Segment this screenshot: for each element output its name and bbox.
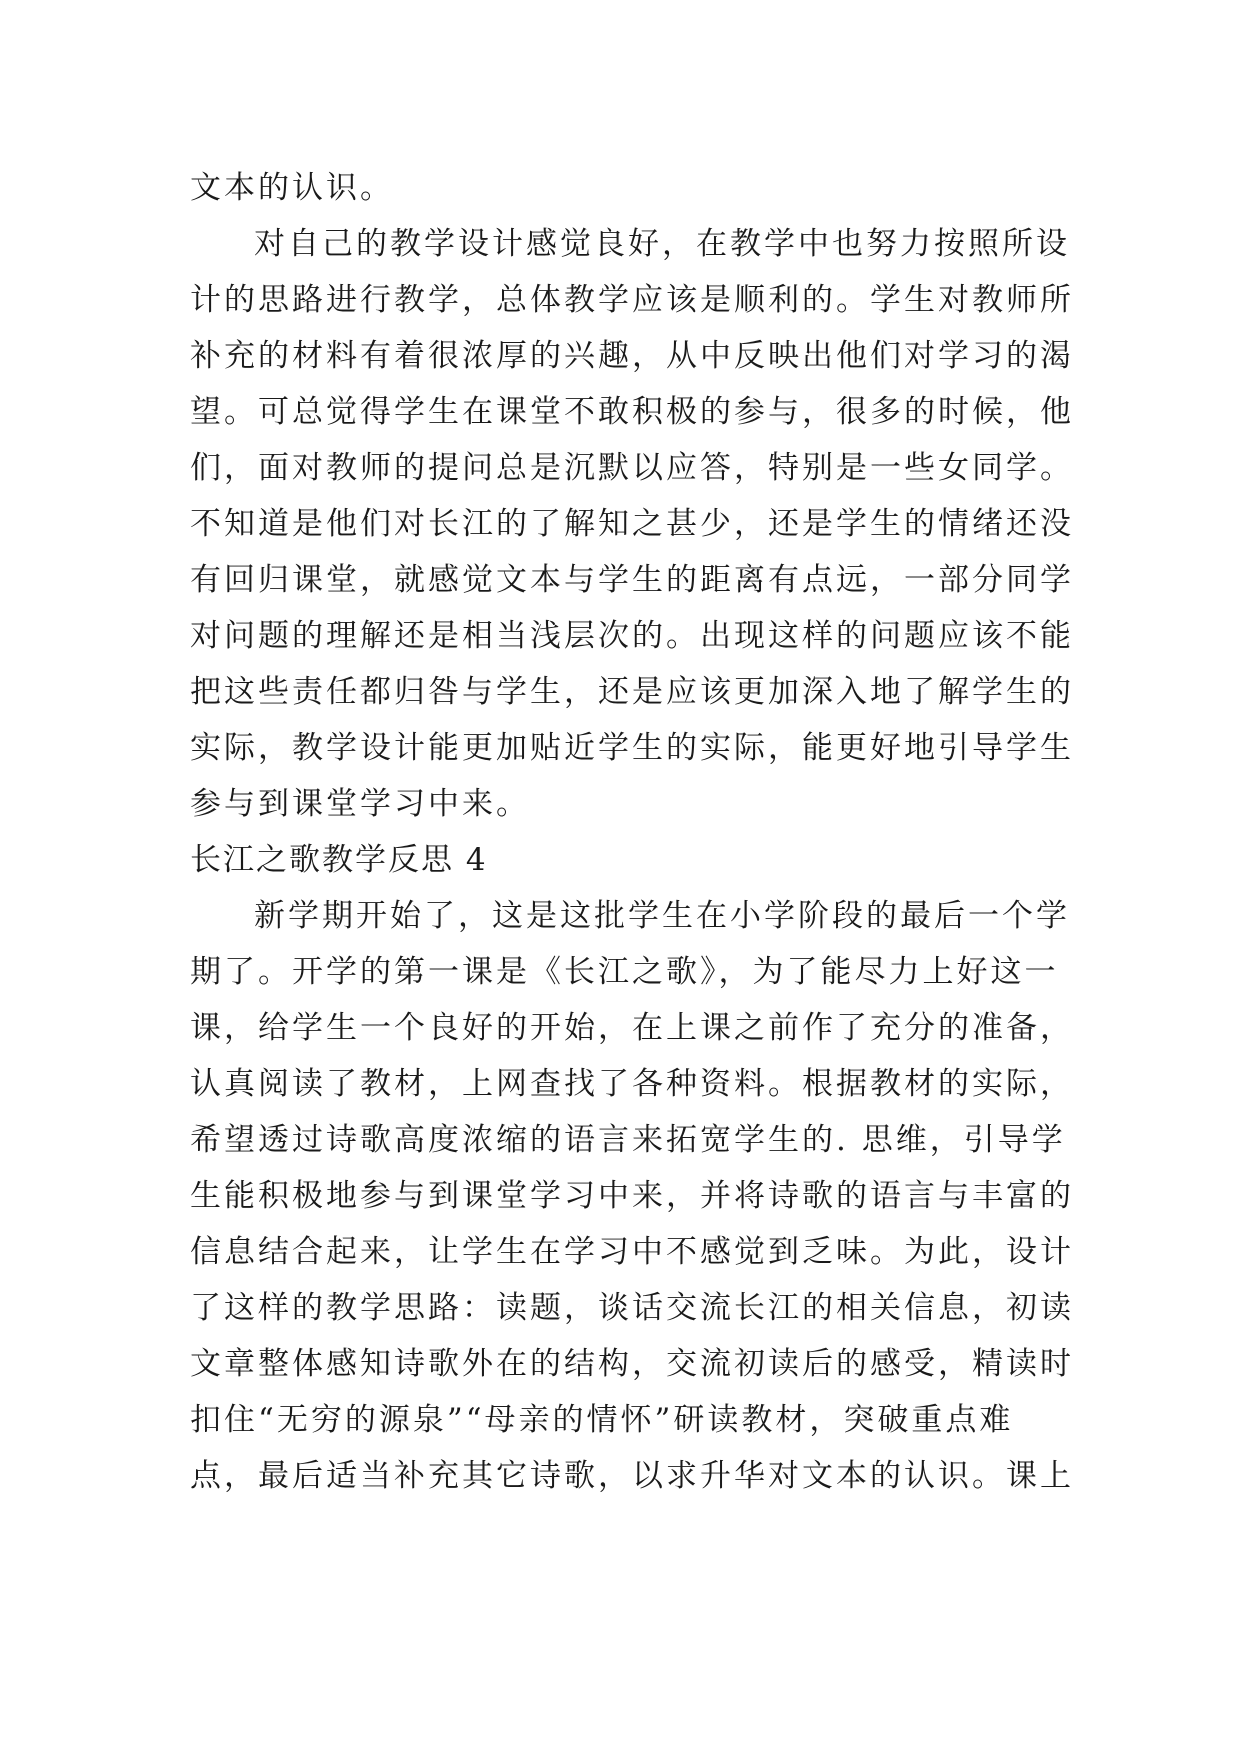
paragraph-line: 不知道是他们对长江的了解知之甚少，还是学生的情绪还没 <box>190 506 1074 542</box>
document-body <box>190 160 1074 1504</box>
paragraph-line: 计的思路进行教学，总体教学应该是顺利的。学生对教师所 <box>190 282 1074 318</box>
paragraph-line: 实际，教学设计能更加贴近学生的实际，能更好地引导学生 <box>190 730 1074 766</box>
paragraph-line: 认真阅读了教材，上网查找了各种资料。根据教材的实际， <box>190 1066 1074 1102</box>
paragraph-line: 期了。开学的第一课是《长江之歌》，为了能尽力上好这一 <box>190 954 1059 990</box>
paragraph-line: 有回归课堂，就感觉文本与学生的距离有点远，一部分同学 <box>190 562 1074 598</box>
paragraph-line: 了这样的教学思路：读题，谈话交流长江的相关信息，初读 <box>190 1290 1074 1326</box>
paragraph-line: 新学期开始了，这是这批学生在小学阶段的最后一个学 <box>254 898 1070 934</box>
section-heading: 长江之歌教学反思 4 <box>190 842 488 878</box>
paragraph-line: 文本的认识。 <box>190 170 394 206</box>
paragraph-line: 们，面对教师的提问总是沉默以应答，特别是一些女同学。 <box>190 450 1074 486</box>
paragraph-line: 对自己的教学设计感觉良好，在教学中也努力按照所设 <box>254 226 1070 262</box>
paragraph-line: 希望透过诗歌高度浓缩的语言来拓宽学生的. 思维，引导学 <box>190 1122 1066 1158</box>
paragraph-line: 生能积极地参与到课堂学习中来，并将诗歌的语言与丰富的 <box>190 1178 1074 1214</box>
paragraph-line: 信息结合起来，让学生在学习中不感觉到乏味。为此，设计 <box>190 1234 1074 1270</box>
paragraph-line: 补充的材料有着很浓厚的兴趣，从中反映出他们对学习的渴 <box>190 338 1074 374</box>
paragraph-line: 参与到课堂学习中来。 <box>190 786 530 822</box>
paragraph-line: 点，最后适当补充其它诗歌，以求升华对文本的认识。课上 <box>190 1458 1074 1494</box>
paragraph-line: 文章整体感知诗歌外在的结构，交流初读后的感受，精读时 <box>190 1346 1074 1382</box>
paragraph-line: 对问题的理解还是相当浅层次的。出现这样的问题应该不能 <box>190 618 1074 654</box>
paragraph-line: 望。可总觉得学生在课堂不敢积极的参与，很多的时候，他 <box>190 394 1074 430</box>
paragraph-line: 扣住“无穷的源泉”“母亲的情怀”研读教材，突破重点难 <box>190 1402 1014 1438</box>
paragraph-line: 课，给学生一个良好的开始，在上课之前作了充分的准备， <box>190 1010 1074 1046</box>
paragraph-line: 把这些责任都归咎与学生，还是应该更加深入地了解学生的 <box>190 674 1074 710</box>
